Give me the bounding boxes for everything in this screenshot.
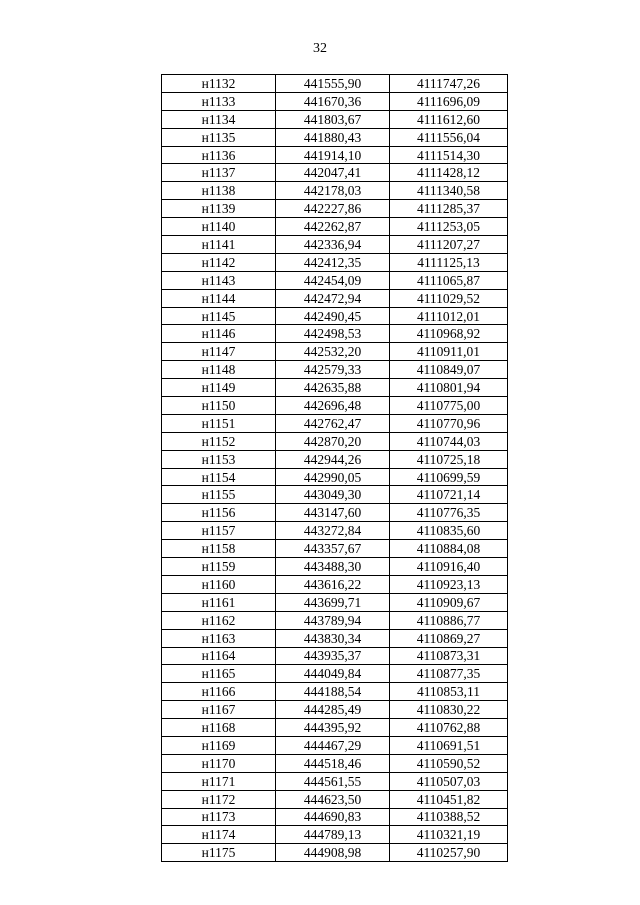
- x-coordinate-cell: 441914,10: [276, 146, 390, 164]
- y-coordinate-cell: 4111340,58: [390, 182, 508, 200]
- y-coordinate-cell: 4110909,67: [390, 593, 508, 611]
- y-coordinate-cell: 4110257,90: [390, 844, 508, 862]
- point-id-cell: н1135: [162, 128, 276, 146]
- table-row: [162, 414, 508, 432]
- y-coordinate-cell: 4110830,22: [390, 701, 508, 719]
- point-id-cell: н1132: [162, 75, 276, 93]
- y-coordinate-cell: 4110923,13: [390, 575, 508, 593]
- table-row: [162, 307, 508, 325]
- x-coordinate-cell: 443935,37: [276, 647, 390, 665]
- x-coordinate-cell: 443357,67: [276, 540, 390, 558]
- y-coordinate-cell: 4110762,88: [390, 719, 508, 737]
- point-id-cell: н1143: [162, 271, 276, 289]
- x-coordinate-cell: 441555,90: [276, 75, 390, 93]
- point-id-cell: н1166: [162, 683, 276, 701]
- x-coordinate-cell: 442579,33: [276, 361, 390, 379]
- x-coordinate-cell: 444467,29: [276, 736, 390, 754]
- x-coordinate-cell: 444188,54: [276, 683, 390, 701]
- point-id-cell: н1148: [162, 361, 276, 379]
- y-coordinate-cell: 4111125,13: [390, 253, 508, 271]
- table-row: [162, 683, 508, 701]
- table-row: [162, 325, 508, 343]
- point-id-cell: н1172: [162, 790, 276, 808]
- point-id-cell: н1161: [162, 593, 276, 611]
- table-row: [162, 611, 508, 629]
- point-id-cell: н1146: [162, 325, 276, 343]
- x-coordinate-cell: 443789,94: [276, 611, 390, 629]
- table-row: [162, 826, 508, 844]
- x-coordinate-cell: 444690,83: [276, 808, 390, 826]
- x-coordinate-cell: 444561,55: [276, 772, 390, 790]
- point-id-cell: н1168: [162, 719, 276, 737]
- y-coordinate-cell: 4111428,12: [390, 164, 508, 182]
- table-row: [162, 808, 508, 826]
- table-row: [162, 236, 508, 254]
- table-row: [162, 128, 508, 146]
- y-coordinate-cell: 4110725,18: [390, 450, 508, 468]
- table-row: [162, 736, 508, 754]
- page-number: 32: [313, 41, 327, 56]
- table-row: [162, 361, 508, 379]
- x-coordinate-cell: 442870,20: [276, 432, 390, 450]
- point-id-cell: н1137: [162, 164, 276, 182]
- x-coordinate-cell: 441803,67: [276, 110, 390, 128]
- coordinates-table-body: [162, 75, 508, 862]
- point-id-cell: н1141: [162, 236, 276, 254]
- point-id-cell: н1134: [162, 110, 276, 128]
- y-coordinate-cell: 4110770,96: [390, 414, 508, 432]
- point-id-cell: н1162: [162, 611, 276, 629]
- table-row: [162, 146, 508, 164]
- x-coordinate-cell: 443488,30: [276, 558, 390, 576]
- point-id-cell: н1138: [162, 182, 276, 200]
- y-coordinate-cell: 4110886,77: [390, 611, 508, 629]
- table-row: [162, 701, 508, 719]
- y-coordinate-cell: 4111029,52: [390, 289, 508, 307]
- y-coordinate-cell: 4111556,04: [390, 128, 508, 146]
- table-row: [162, 164, 508, 182]
- x-coordinate-cell: 442454,09: [276, 271, 390, 289]
- x-coordinate-cell: 443699,71: [276, 593, 390, 611]
- y-coordinate-cell: 4110388,52: [390, 808, 508, 826]
- point-id-cell: н1156: [162, 504, 276, 522]
- point-id-cell: н1153: [162, 450, 276, 468]
- y-coordinate-cell: 4111207,27: [390, 236, 508, 254]
- x-coordinate-cell: 444518,46: [276, 754, 390, 772]
- point-id-cell: н1167: [162, 701, 276, 719]
- table-row: [162, 772, 508, 790]
- y-coordinate-cell: 4110507,03: [390, 772, 508, 790]
- x-coordinate-cell: 443147,60: [276, 504, 390, 522]
- x-coordinate-cell: 443272,84: [276, 522, 390, 540]
- x-coordinate-cell: 442498,53: [276, 325, 390, 343]
- x-coordinate-cell: 444908,98: [276, 844, 390, 862]
- y-coordinate-cell: 4111696,09: [390, 92, 508, 110]
- point-id-cell: н1152: [162, 432, 276, 450]
- point-id-cell: н1151: [162, 414, 276, 432]
- point-id-cell: н1160: [162, 575, 276, 593]
- point-id-cell: н1140: [162, 218, 276, 236]
- table-row: [162, 558, 508, 576]
- table-row: [162, 289, 508, 307]
- table-row: [162, 522, 508, 540]
- table-row: [162, 647, 508, 665]
- point-id-cell: н1157: [162, 522, 276, 540]
- y-coordinate-cell: 4110699,59: [390, 468, 508, 486]
- point-id-cell: н1170: [162, 754, 276, 772]
- table-row: [162, 790, 508, 808]
- table-row: [162, 468, 508, 486]
- table-row: [162, 719, 508, 737]
- x-coordinate-cell: 443830,34: [276, 629, 390, 647]
- y-coordinate-cell: 4110849,07: [390, 361, 508, 379]
- table-row: [162, 200, 508, 218]
- x-coordinate-cell: 443616,22: [276, 575, 390, 593]
- point-id-cell: н1159: [162, 558, 276, 576]
- x-coordinate-cell: 442262,87: [276, 218, 390, 236]
- y-coordinate-cell: 4110835,60: [390, 522, 508, 540]
- point-id-cell: н1175: [162, 844, 276, 862]
- y-coordinate-cell: 4111012,01: [390, 307, 508, 325]
- x-coordinate-cell: 442762,47: [276, 414, 390, 432]
- table-row: [162, 593, 508, 611]
- table-row: [162, 75, 508, 93]
- x-coordinate-cell: 442472,94: [276, 289, 390, 307]
- table-row: [162, 379, 508, 397]
- table-row: [162, 343, 508, 361]
- table-row: [162, 665, 508, 683]
- x-coordinate-cell: 442412,35: [276, 253, 390, 271]
- point-id-cell: н1133: [162, 92, 276, 110]
- table-row: [162, 754, 508, 772]
- y-coordinate-cell: 4110691,51: [390, 736, 508, 754]
- coordinates-table: [161, 74, 508, 862]
- point-id-cell: н1163: [162, 629, 276, 647]
- x-coordinate-cell: 442944,26: [276, 450, 390, 468]
- x-coordinate-cell: 444049,84: [276, 665, 390, 683]
- y-coordinate-cell: 4110776,35: [390, 504, 508, 522]
- y-coordinate-cell: 4110590,52: [390, 754, 508, 772]
- table-row: [162, 450, 508, 468]
- y-coordinate-cell: 4110451,82: [390, 790, 508, 808]
- table-row: [162, 253, 508, 271]
- x-coordinate-cell: 442990,05: [276, 468, 390, 486]
- table-row: [162, 432, 508, 450]
- point-id-cell: н1154: [162, 468, 276, 486]
- x-coordinate-cell: 442696,48: [276, 397, 390, 415]
- point-id-cell: н1169: [162, 736, 276, 754]
- table-row: [162, 92, 508, 110]
- table-row: [162, 540, 508, 558]
- y-coordinate-cell: 4110916,40: [390, 558, 508, 576]
- x-coordinate-cell: 442047,41: [276, 164, 390, 182]
- x-coordinate-cell: 441880,43: [276, 128, 390, 146]
- point-id-cell: н1145: [162, 307, 276, 325]
- y-coordinate-cell: 4111065,87: [390, 271, 508, 289]
- y-coordinate-cell: 4110721,14: [390, 486, 508, 504]
- y-coordinate-cell: 4110801,94: [390, 379, 508, 397]
- x-coordinate-cell: 444789,13: [276, 826, 390, 844]
- point-id-cell: н1174: [162, 826, 276, 844]
- x-coordinate-cell: 441670,36: [276, 92, 390, 110]
- y-coordinate-cell: 4110877,35: [390, 665, 508, 683]
- y-coordinate-cell: 4110321,19: [390, 826, 508, 844]
- x-coordinate-cell: 442178,03: [276, 182, 390, 200]
- x-coordinate-cell: 444623,50: [276, 790, 390, 808]
- point-id-cell: н1158: [162, 540, 276, 558]
- x-coordinate-cell: 444285,49: [276, 701, 390, 719]
- table-row: [162, 486, 508, 504]
- x-coordinate-cell: 442532,20: [276, 343, 390, 361]
- y-coordinate-cell: 4110911,01: [390, 343, 508, 361]
- x-coordinate-cell: 442227,86: [276, 200, 390, 218]
- point-id-cell: н1149: [162, 379, 276, 397]
- table-row: [162, 271, 508, 289]
- y-coordinate-cell: 4110853,11: [390, 683, 508, 701]
- y-coordinate-cell: 4110873,31: [390, 647, 508, 665]
- table-row: [162, 110, 508, 128]
- y-coordinate-cell: 4110775,00: [390, 397, 508, 415]
- point-id-cell: н1144: [162, 289, 276, 307]
- table-row: [162, 629, 508, 647]
- point-id-cell: н1142: [162, 253, 276, 271]
- y-coordinate-cell: 4111285,37: [390, 200, 508, 218]
- y-coordinate-cell: 4110869,27: [390, 629, 508, 647]
- point-id-cell: н1147: [162, 343, 276, 361]
- table-row: [162, 182, 508, 200]
- table-row: [162, 218, 508, 236]
- point-id-cell: н1139: [162, 200, 276, 218]
- point-id-cell: н1136: [162, 146, 276, 164]
- x-coordinate-cell: 442336,94: [276, 236, 390, 254]
- y-coordinate-cell: 4111253,05: [390, 218, 508, 236]
- y-coordinate-cell: 4111612,60: [390, 110, 508, 128]
- point-id-cell: н1173: [162, 808, 276, 826]
- y-coordinate-cell: 4110884,08: [390, 540, 508, 558]
- point-id-cell: н1150: [162, 397, 276, 415]
- point-id-cell: н1164: [162, 647, 276, 665]
- point-id-cell: н1165: [162, 665, 276, 683]
- y-coordinate-cell: 4110968,92: [390, 325, 508, 343]
- x-coordinate-cell: 443049,30: [276, 486, 390, 504]
- table-row: [162, 844, 508, 862]
- y-coordinate-cell: 4110744,03: [390, 432, 508, 450]
- table-row: [162, 575, 508, 593]
- table-row: [162, 397, 508, 415]
- point-id-cell: н1171: [162, 772, 276, 790]
- x-coordinate-cell: 442635,88: [276, 379, 390, 397]
- y-coordinate-cell: 4111747,26: [390, 75, 508, 93]
- x-coordinate-cell: 444395,92: [276, 719, 390, 737]
- x-coordinate-cell: 442490,45: [276, 307, 390, 325]
- point-id-cell: н1155: [162, 486, 276, 504]
- y-coordinate-cell: 4111514,30: [390, 146, 508, 164]
- table-row: [162, 504, 508, 522]
